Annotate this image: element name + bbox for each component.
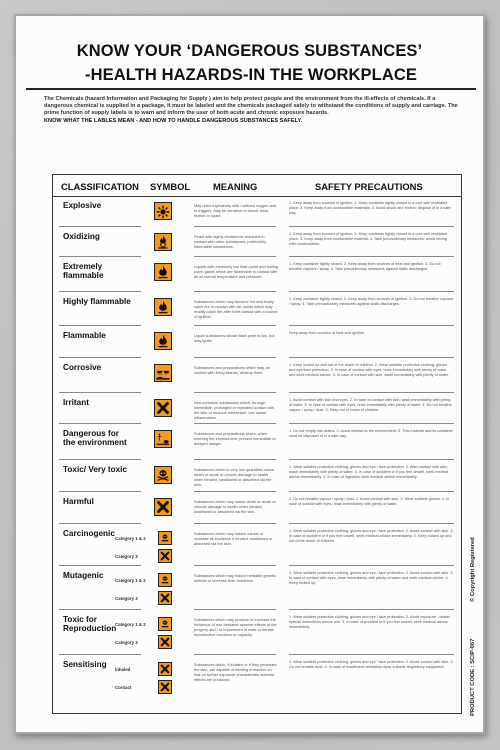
meaning-text: Substances which in very low quantities cause death or acute or chronic damage to health when inhaled, swallowed or absorbed via the skin. <box>194 467 275 487</box>
header-meaning: MEANING <box>213 181 258 192</box>
row-divider <box>194 523 276 524</box>
intro-know-line: KNOW WHAT THE LABLES MEAN - AND HOW TO HANDLE DANGEROUS SUBSTANCES SAFELY. <box>44 117 303 124</box>
row-divider <box>194 256 276 257</box>
flame-over-circle-icon <box>154 233 172 251</box>
classification-name: Extremely flammable <box>63 262 104 281</box>
table-header <box>53 175 461 197</box>
category-label: Category 1 & 2 <box>115 578 146 583</box>
meaning-text: Substances which may become hot and finally catch fire in contact with air; solids which may readily catch fire after brief contact with a source of ignition. <box>194 299 278 319</box>
meaning-text: May react explosively with / without oxygen and to triggers. May be sensitive to shock, heat, friction or spark. <box>194 203 276 218</box>
meaning-text: Liquid substances whose flash point is low, but may ignite. <box>194 333 275 343</box>
header-classification: CLASSIFICATION <box>61 181 139 192</box>
precautions-text: 1. Keep away from sources of ignition. 2. Keep container tightly closed in a cool well ventilated place. 3. Keep away from combustible material. 4. Take precautionary measures, avoid mixing with combustibles. <box>289 232 448 246</box>
precautions-text: 1. Keep away from sources of ignition. 2. Keep container tightly closed in a cool well ventilated place. 3. Keep away from combustible materials. 4. Avoid shock and friction; dispose of in a safe way. <box>289 201 451 215</box>
category-label: Category 3 <box>115 640 138 645</box>
classification-name: Harmful <box>63 497 94 506</box>
skull-crossbones-icon <box>154 466 172 484</box>
classification-name: Toxic/ Very toxic <box>63 465 128 474</box>
row-divider <box>289 325 454 326</box>
row-divider <box>59 423 141 424</box>
row-divider <box>289 491 454 492</box>
precautions-text: 1. Wear suitable protective clothing, gloves and eye / face protection. 2. After contact with skin, wash immediately with plenty of water. 3. In case of accident or if you feel unwell, seek medical advice immediately. 4. In case of ingestion seek medical advice immediately. <box>289 465 449 479</box>
classification-table <box>52 174 462 714</box>
table-row <box>53 197 461 228</box>
classification-name: Carcinogenic <box>63 529 115 538</box>
precautions-text: 1. Do not breathe vapour / spray / dust. 2. Avoid contact with skin. 3. Wear suitable gloves. 4. In case of contact with eyes, rinse immediately with plenty of water. <box>289 497 450 506</box>
row-divider <box>194 357 276 358</box>
table-row <box>53 228 461 258</box>
row-divider <box>59 609 141 610</box>
row-divider <box>194 392 276 393</box>
intro-paragraph: The Chemicals (hazard Information and Packaging for Supply ) aim to help protect people and the environment from the ill-effects of chemicals. If a dangerous chemical is supplied in a package, it must be labeled and the chemicals packaged safely to withstand the conditions of supply and carriage. The prime function of supply labels is to warn and inform the user of both acute and chronic exposure hazards. <box>44 96 458 117</box>
category-label: Category 1 & 2 <box>115 622 146 627</box>
precautions-text: 1. Keep locked up and out of the reach of children. 2. Wear suitable protective clothing, gloves and eye/face protection. 3. In case of contact with eyes, rinse immediately with plenty of water and seek medical advice. 4. In case of contact with skin, wash immediately with plenty of water. <box>289 363 449 377</box>
header-precautions: SAFETY PRECAUTIONS <box>315 181 423 192</box>
meaning-text: Non-corrosive substances which, through immediate, prolonged or repeated contact with the skin or mucous membrane, can cause inflammation. <box>194 400 275 420</box>
precautions-text: 1. Keep container tightly closed. 2. Keep away from sources of heat and ignition. 3. Do not breathe vapours / spray. 4. Take precautionary measures against static discharges. <box>289 262 441 271</box>
meaning-text: React with highly exothermic reactions in contact with other substances, particularly flammable substances. <box>194 234 267 249</box>
row-divider <box>194 459 276 460</box>
intro-text <box>44 96 464 125</box>
table-row <box>53 327 461 359</box>
flame-icon <box>154 263 172 281</box>
row-divider <box>59 291 141 292</box>
row-divider <box>59 491 141 492</box>
table-row <box>53 359 461 394</box>
category-label: Category 3 <box>115 596 138 601</box>
classification-name: Mutagenic <box>63 571 104 580</box>
category-label: Inhaled <box>115 667 131 672</box>
row-divider <box>59 459 141 460</box>
precautions-text: 1. Wear suitable protective clothing, gloves and eye / face protection. 2. Avoid exposure - obtain special instructions before use. 3. In case of accident or if you feel unwell, seek medical advice immediately. <box>289 615 450 629</box>
row-divider <box>289 654 454 655</box>
header-symbol: SYMBOL <box>150 181 191 192</box>
row-divider <box>289 459 454 460</box>
precautions-text: 1. Wear suitable protective clothing, gloves and eye / face protection. 2. Avoid contact with skin. 3. Do not breathe dust. 4. In case of insufficient ventilation wear suitable respiratory equipment. <box>289 660 454 669</box>
category-label: Contact <box>115 685 132 690</box>
table-row <box>53 425 461 461</box>
classification-name: Irritant <box>63 398 89 407</box>
row-divider <box>59 654 141 655</box>
row-divider <box>194 565 276 566</box>
table-row <box>53 461 461 493</box>
cross-icon <box>158 549 172 563</box>
flame-icon <box>154 332 172 350</box>
row-divider <box>289 523 454 524</box>
corrosion-icon <box>154 364 172 382</box>
table-row <box>53 567 461 611</box>
cross-icon <box>158 662 172 676</box>
precautions-text: Keep away from sources of heat and ignition. <box>289 331 365 335</box>
row-divider <box>194 226 276 227</box>
health-hazard-icon <box>158 531 172 545</box>
cross-icon <box>154 399 172 417</box>
environment-icon <box>154 430 172 448</box>
row-divider <box>59 565 141 566</box>
precautions-text: 1. Do not empty into drains. 2. Avoid release to the environment. 3. This material and its container must be disposed of in a safe way. <box>289 429 453 438</box>
poster <box>14 14 485 734</box>
classification-name: Toxic for Reproduction <box>63 615 117 634</box>
row-divider <box>289 565 454 566</box>
row-divider <box>59 325 141 326</box>
cross-icon <box>158 591 172 605</box>
row-divider <box>59 256 141 257</box>
precautions-text: 1. Wear suitable protective clothing, gloves and eye / face protection. 2. Avoid contact with skin. 3. In case of contact with eyes, rinse immediately with plenty of water and seek medical advice. 4. Keep locked up. <box>289 571 454 585</box>
meaning-text: Liquids with extremely low flash point and boiling point; gases which are flammable in contact with air at normal temperature and pressure. <box>194 264 278 279</box>
table-row <box>53 525 461 567</box>
row-divider <box>289 226 454 227</box>
poster-title-line1: KNOW YOUR ‘DANGEROUS SUBSTANCES’ <box>76 42 423 60</box>
row-divider <box>194 325 276 326</box>
row-divider <box>194 609 276 610</box>
row-divider <box>194 654 276 655</box>
explosion-icon <box>154 202 172 220</box>
meaning-text: Substances which, if inhaled or if they penetrate the skin, are capable of eliciting a reaction so that on further exposure characteristic adverse effects are produced. <box>194 662 277 682</box>
classification-name: Flammable <box>63 331 106 340</box>
row-divider <box>59 357 141 358</box>
classification-name: Oxidizing <box>63 232 100 241</box>
cross-icon <box>154 498 172 516</box>
cross-icon <box>158 680 172 694</box>
row-divider <box>194 291 276 292</box>
meaning-text: Substances and preparations which may, on contact with living tissues, destroy them. <box>194 365 271 375</box>
row-divider <box>289 256 454 257</box>
product-code: PRODUCT CODE : SCIP-067 <box>470 638 476 716</box>
table-row <box>53 293 461 327</box>
classification-name: Highly flammable <box>63 297 131 306</box>
row-divider <box>289 423 454 424</box>
table-row <box>53 394 461 425</box>
precautions-text: 1. Keep container tightly closed. 2. Keep away from sources of ignition. 3. Do not breathe vapours / spray. 4. Take precautionary measures against static discharges. <box>289 297 454 306</box>
meaning-text: Substances and preparations which, when entering the environment, present immediate or delayed danger. <box>194 431 276 446</box>
meaning-text: Substances which may induce cancer or increase its incidence if inhaled, swallowed or absorbed via the skin. <box>194 531 273 546</box>
table-row <box>53 493 461 525</box>
classification-name: Sensitising <box>63 660 107 669</box>
precautions-text: 1. Wear suitable protective clothing, gloves and eye / face protection. 2. Avoid contact with skin. 3. In case of accident or if you feel unwell, seek medical advice immediately. 4. Keep locked up and out of the reach of children. <box>289 529 454 543</box>
health-hazard-icon <box>158 573 172 587</box>
side-text <box>470 516 484 716</box>
meaning-text: Substances which may produce or increase the incidence of non-heritable adverse effects in the progeny and / or impairment of male or female reproductive functions or capacity. <box>194 617 277 637</box>
health-hazard-icon <box>158 617 172 631</box>
meaning-text: Substances which may cause death or acute or chronic damage to health when inhaled, swallowed or absorbed via the skin. <box>194 499 276 514</box>
row-divider <box>59 523 141 524</box>
copyright-text: © Copyright Registered <box>470 537 476 602</box>
category-label: Category 1 & 2 <box>115 536 146 541</box>
table-row <box>53 258 461 293</box>
row-divider <box>59 226 141 227</box>
row-divider <box>289 291 454 292</box>
row-divider <box>289 609 454 610</box>
row-divider <box>59 392 141 393</box>
poster-title-line2: -HEALTH HAZARDS-IN THE WORKPLACE <box>26 66 476 90</box>
table-row <box>53 611 461 656</box>
row-divider <box>289 392 454 393</box>
classification-name: Corrosive <box>63 363 102 372</box>
precautions-text: 1. Avoid contact with skin and eyes. 2. In case of contact with skin, wash immediately with plenty of water. 3. In case of contact with eyes, rinse immediately with plenty of water. 4. Do not breathe vapour / spray / dust. 5. Keep out of reach of children. <box>289 398 452 412</box>
category-label: Category 3 <box>115 554 138 559</box>
table-row <box>53 656 461 711</box>
row-divider <box>194 423 276 424</box>
cross-icon <box>158 635 172 649</box>
meaning-text: Substances which may induce heritable genetic defects or increase their incidence. <box>194 573 276 583</box>
classification-name: Explosive <box>63 201 102 210</box>
flame-icon <box>154 298 172 316</box>
row-divider <box>289 357 454 358</box>
classification-name: Dangerous for the environment <box>63 429 127 448</box>
row-divider <box>194 491 276 492</box>
